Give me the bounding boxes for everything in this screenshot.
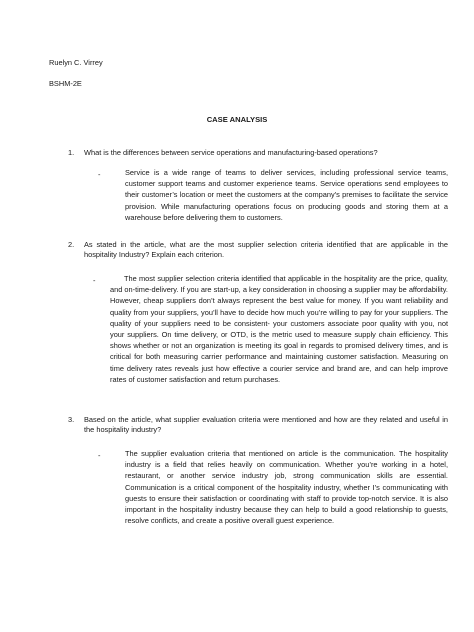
question-3-number: 3. (68, 415, 75, 424)
question-2-number: 2. (68, 240, 75, 249)
answer-1-text: Service is a wide range of teams to deliver services, including professional service teams, customer support teams and customer experience teams. Service operations send employees to their customer’s location or meet the customers at the company’s premises to facilitate the service provision. While manufacturing operations focus on producing goods and storing them at a warehouse before delivering them to customers. (125, 168, 448, 222)
course-section: BSHM-2E (49, 79, 82, 88)
author-name: Ruelyn C. Virrey (49, 58, 103, 67)
question-3-text: Based on the article, what supplier evaluation criteria were mentioned and how are they related and useful in the hospitality industry? (84, 415, 448, 435)
answer-1-bullet: - (98, 170, 101, 179)
answer-2-text: The most supplier selection criteria identified that applicable in the hospitality are the price, quality, and on-time-delivery. If you are start-up, a key consideration in choosing a supplier may be affordability. However, cheap suppliers don’t always represent the best value for money. If you want reliability and quality from your suppliers, you’ll have to decide how much you’re willing to pay for your suppliers. The quality of your suppliers need to be consistent- your customers associate poor quality with you, not your suppliers. On time delivery, or OTD, is the metric used to measure supply chain efficiency. This shows whether or not an organization is meeting its goal in regards to promised delivery times, and is critical for both measuring carrier performance and maintaining customer satisfaction. Measuring on time delivery rates reveals just how effective a courier service and brand are, and can help improve rates of customer satisfaction and return purchases. (110, 274, 448, 384)
question-1-text: What is the differences between service operations and manufacturing-based operations? (84, 148, 378, 157)
answer-2-bullet: - (93, 276, 96, 285)
document-title: CASE ANALYSIS (206, 115, 268, 124)
question-2-text: As stated in the article, what are the most supplier selection criteria identified that are applicable in the hospitality Industry? Explain each criterion. (84, 240, 448, 260)
answer-3-bullet: - (98, 451, 101, 460)
answer-3-text: The supplier evaluation criteria that mentioned on article is the communication. The hospitality industry is a field that relies heavily on communication. Whether you’re working in a hotel, restaurant, or another service industry job, strong communication skills are essential. Communication is a critical component of the hospitality industry, whether I’s communicating with guests to ensure their satisfaction or coordinating with staff to provide top-notch service. It is also important in the hospitality industry because they can help to build a good relationship to guests, resolve conflicts, and create a positive overall guest experience. (125, 449, 448, 526)
question-1-number: 1. (68, 148, 75, 157)
